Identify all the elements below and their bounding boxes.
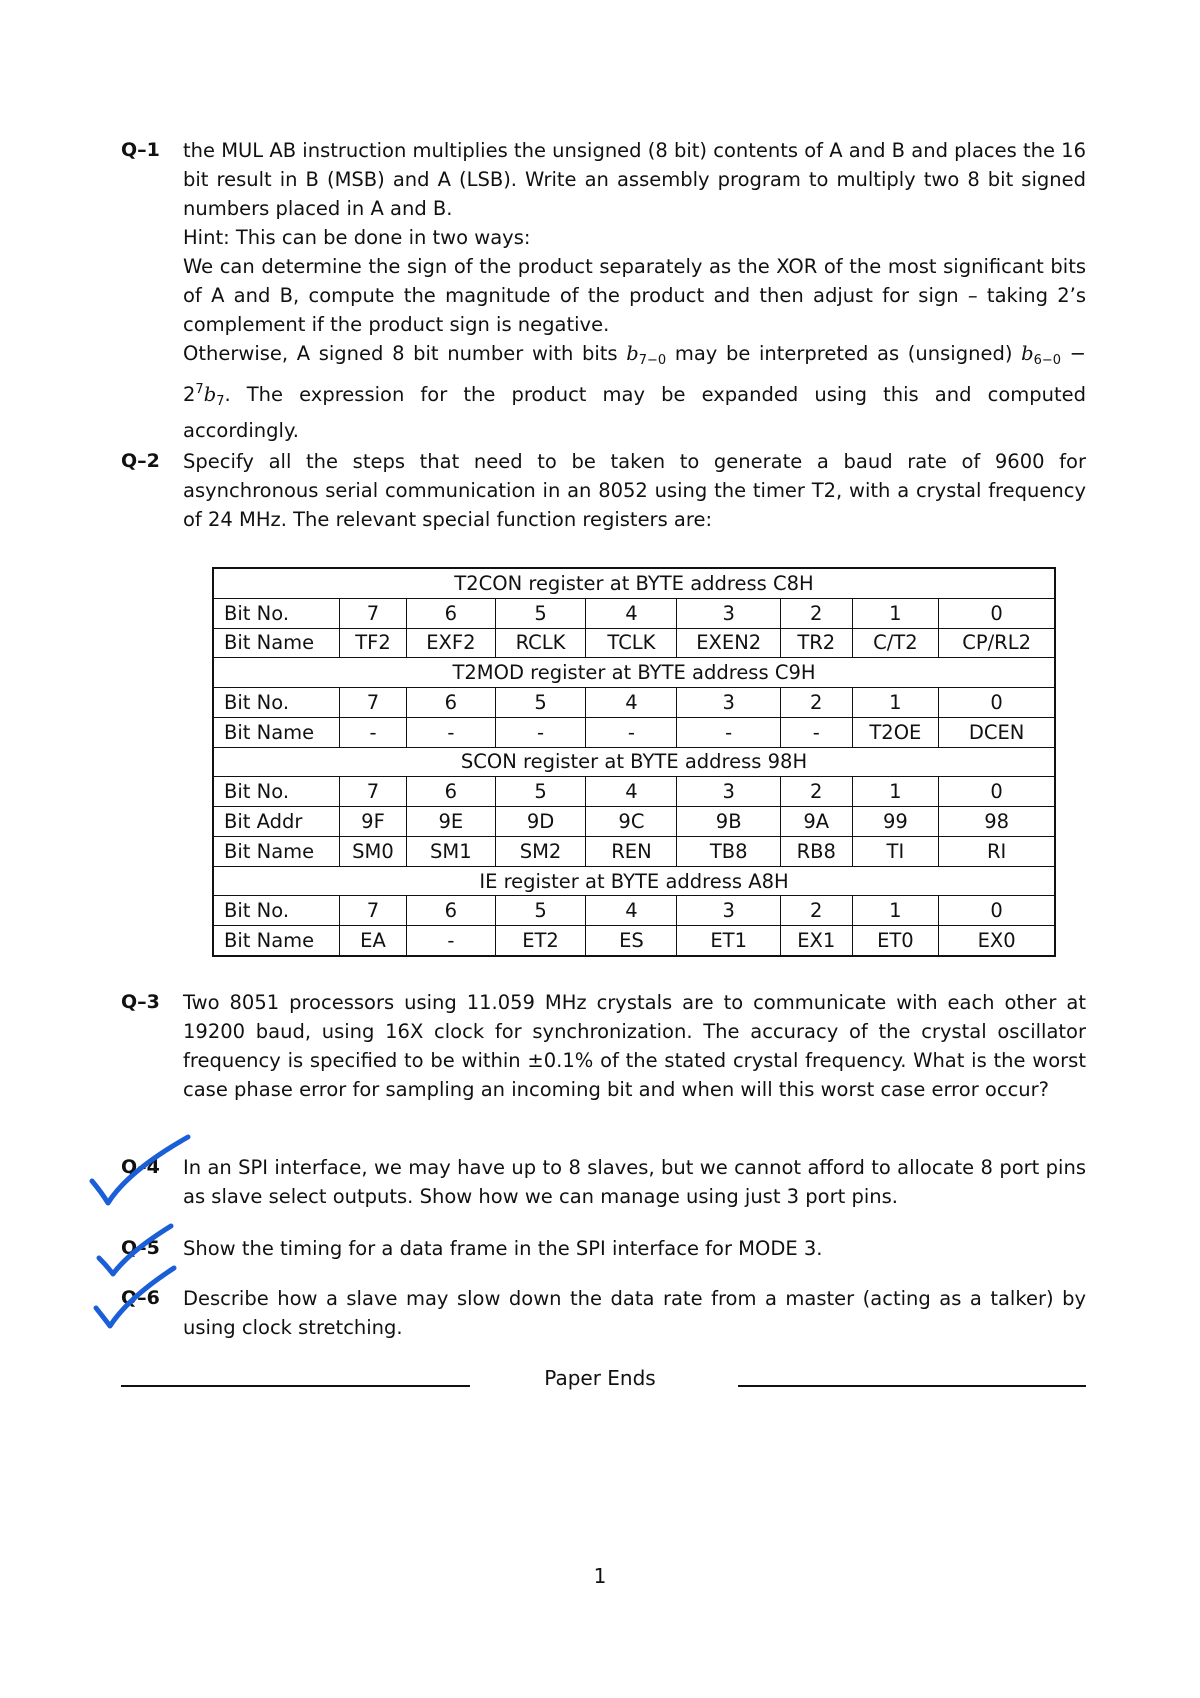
register-cell: - <box>677 717 781 747</box>
question-label: Q–3 <box>121 991 160 1013</box>
register-cell: 9F <box>339 807 406 837</box>
paper-ends-text: Paper Ends <box>544 1366 656 1390</box>
register-cell: EXF2 <box>407 628 495 658</box>
register-title: T2MOD register at BYTE address C9H <box>213 658 1055 688</box>
register-cell: 2 <box>780 688 852 718</box>
register-cell: RB8 <box>780 836 852 866</box>
register-cell: 9D <box>495 807 586 837</box>
register-cell: 4 <box>586 896 677 926</box>
question-text: Show the timing for a data frame in the SPI interface for MODE 3. <box>183 1237 823 1260</box>
register-cell: TR2 <box>780 628 852 658</box>
row-header-cell: Bit No. <box>213 598 339 628</box>
register-cell: C/T2 <box>852 628 939 658</box>
register-cell: ES <box>586 926 677 956</box>
register-cell: 99 <box>852 807 939 837</box>
register-cell: CP/RL2 <box>939 628 1055 658</box>
register-row <box>213 807 1055 837</box>
register-cell: 7 <box>339 598 406 628</box>
register-cell: 7 <box>339 896 406 926</box>
register-title-row <box>213 747 1055 777</box>
register-cell: 0 <box>939 688 1055 718</box>
question-3 <box>121 988 1086 1104</box>
register-cell: DCEN <box>939 717 1055 747</box>
row-header-cell: Bit No. <box>213 688 339 718</box>
register-cell: 9B <box>677 807 781 837</box>
question-body <box>183 136 1086 445</box>
row-header-cell: Bit Name <box>213 836 339 866</box>
register-cell: TF2 <box>339 628 406 658</box>
register-cell: ET0 <box>852 926 939 956</box>
question-text: Describe how a slave may slow down the data rate from a master (acting as a talker) by using clock stretching. <box>183 1287 1086 1339</box>
register-cell: 1 <box>852 777 939 807</box>
end-rule-right <box>738 1385 1086 1387</box>
register-cell: 4 <box>586 777 677 807</box>
end-rule-left <box>121 1385 470 1387</box>
register-cell: ET2 <box>495 926 586 956</box>
register-cell: 2 <box>780 777 852 807</box>
register-cell: EX0 <box>939 926 1055 956</box>
register-cell: 6 <box>407 598 495 628</box>
page-number: 1 <box>593 1564 607 1588</box>
question-label: Q–4 <box>121 1156 160 1178</box>
register-cell: 1 <box>852 896 939 926</box>
question-text: In an SPI interface, we may have up to 8 slaves, but we cannot afford to allocate 8 port pins as slave select outputs. Show how we can manage using just 3 port pins. <box>183 1156 1086 1208</box>
register-row <box>213 836 1055 866</box>
register-title-row <box>213 568 1055 598</box>
question-label: Q–6 <box>121 1287 160 1309</box>
register-row <box>213 777 1055 807</box>
register-row <box>213 717 1055 747</box>
question-2 <box>121 447 1086 534</box>
register-cell: 0 <box>939 777 1055 807</box>
register-cell: - <box>407 926 495 956</box>
question-label: Q–2 <box>121 450 160 472</box>
hint-text: Hint: This can be done in two ways: <box>183 226 531 249</box>
register-cell: 3 <box>677 896 781 926</box>
register-cell: T2OE <box>852 717 939 747</box>
register-cell: TI <box>852 836 939 866</box>
register-cell: ET1 <box>677 926 781 956</box>
register-cell: 0 <box>939 598 1055 628</box>
question-body <box>183 988 1086 1104</box>
question-4 <box>121 1153 1086 1211</box>
question-label: Q–1 <box>121 139 160 161</box>
register-cell: 3 <box>677 598 781 628</box>
register-cell: 7 <box>339 777 406 807</box>
register-cell: TB8 <box>677 836 781 866</box>
register-cell: 0 <box>939 896 1055 926</box>
register-title: IE register at BYTE address A8H <box>213 866 1055 896</box>
row-header-cell: Bit Name <box>213 926 339 956</box>
register-table <box>212 567 1056 957</box>
register-cell: 3 <box>677 688 781 718</box>
row-header-cell: Bit Name <box>213 717 339 747</box>
row-header-cell: Bit Addr <box>213 807 339 837</box>
question-body <box>183 1153 1086 1211</box>
register-cell: 9A <box>780 807 852 837</box>
register-cell: SM0 <box>339 836 406 866</box>
register-cell: 9C <box>586 807 677 837</box>
question-6 <box>121 1284 1086 1342</box>
row-header-cell: Bit No. <box>213 777 339 807</box>
handwritten-checkmark-icon <box>88 1131 198 1211</box>
register-cell: RI <box>939 836 1055 866</box>
register-cell: 5 <box>495 896 586 926</box>
register-cell: SM1 <box>407 836 495 866</box>
register-cell: 2 <box>780 598 852 628</box>
register-cell: - <box>780 717 852 747</box>
register-row <box>213 926 1055 956</box>
register-cell: 4 <box>586 598 677 628</box>
question-body <box>183 447 1086 534</box>
hint-method-one: We can determine the sign of the product separately as the XOR of the most significant bits of A and B, compute the magnitude of the product and then adjust for sign – taking 2’s complement if the product sign is negative. <box>183 255 1086 336</box>
handwritten-checkmark-icon <box>92 1262 187 1337</box>
register-row <box>213 628 1055 658</box>
hint-method-two: Otherwise, A signed 8 bit number with bits $b_{7-0}$ may be interpreted as (unsigned) $b_{6-0} - 2^7b_7$. The expression for the product may be expanded using this and computed accordingly. <box>183 342 1087 442</box>
register-cell: EX1 <box>780 926 852 956</box>
register-cell: 6 <box>407 688 495 718</box>
register-cell: 4 <box>586 688 677 718</box>
register-cell: 5 <box>495 598 586 628</box>
question-text: Two 8051 processors using 11.059 MHz crystals are to communicate with each other at 19200 baud, using 16X clock for synchronization. The accuracy of the crystal oscillator frequency is specified to be within ±0.1% of the stated crystal frequency. What is the worst case phase error for sampling an incoming bit and when will this worst case error occur? <box>183 991 1086 1101</box>
register-cell: - <box>586 717 677 747</box>
register-title: SCON register at BYTE address 98H <box>213 747 1055 777</box>
register-cell: 6 <box>407 777 495 807</box>
register-cell: 9E <box>407 807 495 837</box>
register-cell: - <box>339 717 406 747</box>
register-cell: REN <box>586 836 677 866</box>
register-cell: 3 <box>677 777 781 807</box>
question-1 <box>121 136 1086 445</box>
register-cell: TCLK <box>586 628 677 658</box>
register-row <box>213 896 1055 926</box>
question-body <box>183 1284 1086 1342</box>
row-header-cell: Bit Name <box>213 628 339 658</box>
register-cell: 6 <box>407 896 495 926</box>
register-cell: 1 <box>852 598 939 628</box>
question-5 <box>121 1234 1086 1263</box>
register-cell: RCLK <box>495 628 586 658</box>
register-row <box>213 688 1055 718</box>
register-cell: 5 <box>495 777 586 807</box>
register-cell: 5 <box>495 688 586 718</box>
register-row <box>213 598 1055 628</box>
register-cell: SM2 <box>495 836 586 866</box>
register-title-row <box>213 658 1055 688</box>
register-title: T2CON register at BYTE address C8H <box>213 568 1055 598</box>
register-cell: EA <box>339 926 406 956</box>
row-header-cell: Bit No. <box>213 896 339 926</box>
question-label: Q–5 <box>121 1237 160 1259</box>
question-body <box>183 1234 1086 1263</box>
register-title-row <box>213 866 1055 896</box>
register-cell: - <box>407 717 495 747</box>
question-text: the MUL AB instruction multiplies the unsigned (8 bit) contents of A and B and places the 16 bit result in B (MSB) and A (LSB). Write an assembly program to multiply two 8 bit signed numbers placed in A and B. <box>183 139 1086 220</box>
register-cell: - <box>495 717 586 747</box>
register-cell: 7 <box>339 688 406 718</box>
register-cell: 1 <box>852 688 939 718</box>
question-text: Specify all the steps that need to be taken to generate a baud rate of 9600 for asynchronous serial communication in an 8052 using the timer T2, with a crystal frequency of 24 MHz. The relevant special function registers are: <box>183 450 1086 531</box>
register-cell: 98 <box>939 807 1055 837</box>
register-cell: EXEN2 <box>677 628 781 658</box>
register-cell: 2 <box>780 896 852 926</box>
